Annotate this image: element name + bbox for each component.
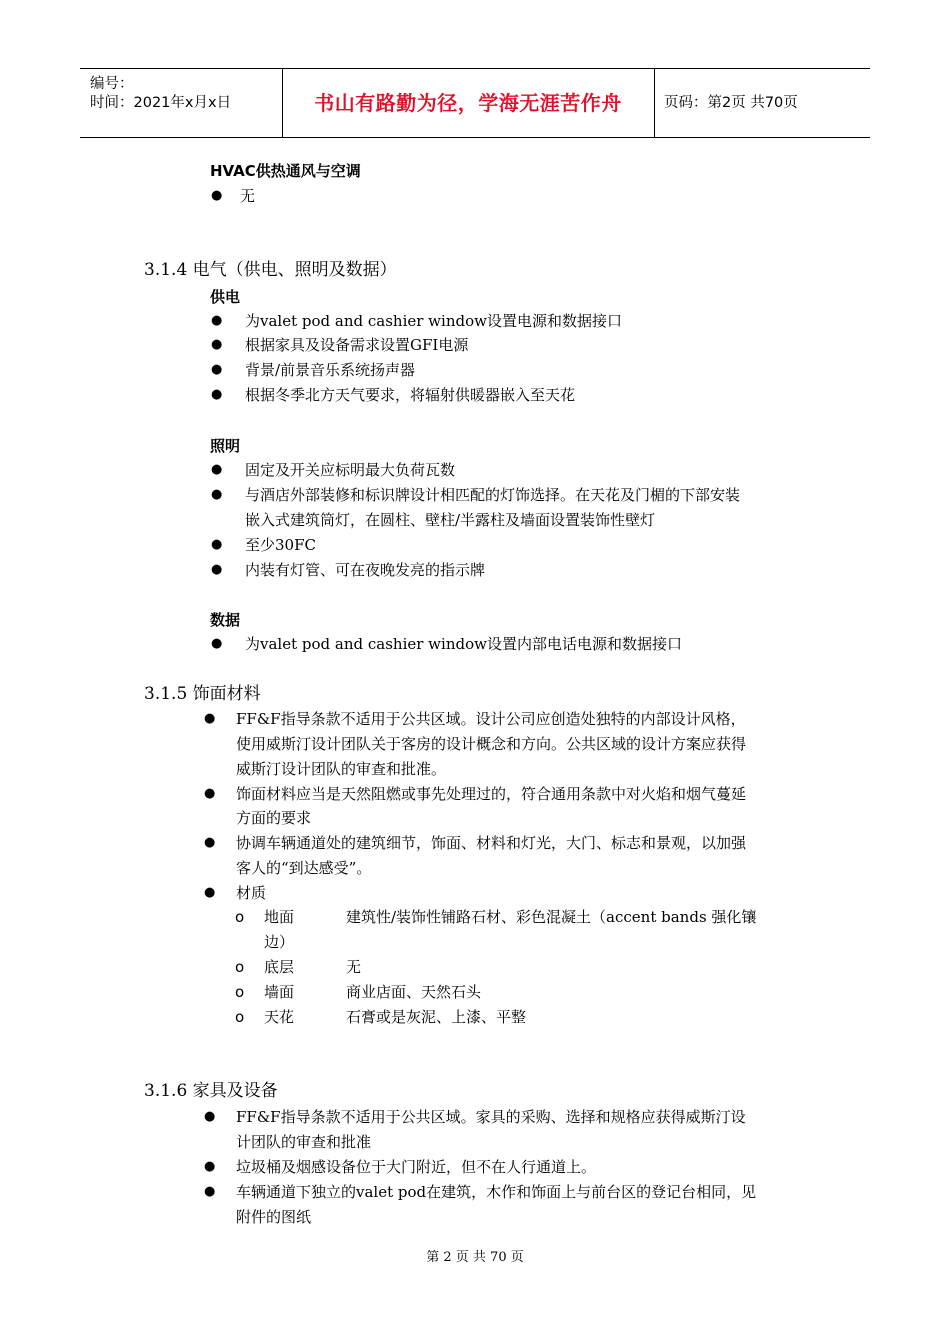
list-item: 根据家具及设备需求设置GFI电源: [245, 336, 469, 354]
date-label: 时间：2021年x月x日: [90, 95, 232, 111]
list-item: 至少30FC: [245, 536, 316, 554]
data-title: 数据: [210, 611, 241, 629]
list-item: 为valet pod and cashier window设置内部电话电源和数据接口: [245, 635, 682, 653]
paragraph-line: FF&F指导条款不适用于公共区域。设计公司应创造处独特的内部设计风格，: [236, 710, 746, 728]
number-label: 编号：: [90, 76, 134, 92]
section-heading-3-1-6: 3.1.6 家具及设备: [144, 1081, 278, 1101]
material-name: 底层: [264, 958, 295, 976]
bullet-icon: ●: [204, 1159, 216, 1174]
section-heading-3-1-5: 3.1.5 饰面材料: [144, 684, 261, 704]
paragraph-line: 协调车辆通道处的建筑细节，饰面、材料和灯光，大门、标志和景观，以加强: [236, 834, 747, 852]
bullet-icon: ●: [204, 835, 216, 850]
bullet-icon: ●: [204, 885, 216, 900]
material-name: 墙面: [264, 983, 295, 1001]
bullet-icon: ●: [211, 387, 223, 402]
section-heading-3-1-4: 3.1.4 电气（供电、照明及数据）: [144, 260, 397, 280]
paragraph-line: 饰面材料应当是天然阻燃或事先处理过的，符合通用条款中对火焰和烟气蔓延: [236, 785, 747, 803]
hvac-title: HVAC供热通风与空调: [210, 162, 361, 180]
bullet-icon: ●: [211, 337, 223, 352]
paragraph-line: 材质: [236, 884, 267, 902]
material-desc: 商业店面、天然石头: [346, 983, 482, 1001]
paragraph-line: 计团队的审查和批准: [236, 1133, 372, 1151]
bullet-icon: ●: [211, 313, 223, 328]
list-item: 与酒店外部装修和标识牌设计相匹配的灯饰选择。在天花及门楣的下部安装: [245, 486, 741, 504]
material-name: 地面: [264, 908, 295, 926]
material-name: 天花: [264, 1008, 295, 1026]
list-item: 固定及开关应标明最大负荷瓦数: [245, 461, 456, 479]
list-item-continuation: 嵌入式建筑筒灯，在圆柱、壁柱/半露柱及墙面设置装饰性壁灯: [245, 511, 656, 529]
list-item: 背景/前景音乐系统扬声器: [245, 361, 416, 379]
material-desc: 建筑性/装饰性铺路石材、彩色混凝土（accent bands 强化镶: [346, 908, 757, 926]
page-header: [80, 68, 870, 138]
circle-bullet-icon: o: [235, 1008, 245, 1026]
paragraph-line: FF&F指导条款不适用于公共区域。家具的采购、选择和规格应获得威斯汀设: [236, 1108, 746, 1126]
header-info-cell: [80, 69, 283, 137]
bullet-icon: ●: [204, 1184, 216, 1199]
bullet-icon: ●: [211, 487, 223, 502]
material-desc-continuation: 边）: [264, 933, 295, 951]
bullet-icon: ●: [211, 462, 223, 477]
bullet-icon: ●: [211, 562, 223, 577]
bullet-icon: ●: [211, 537, 223, 552]
bullet-icon: ●: [211, 636, 223, 651]
material-desc: 无: [346, 958, 362, 976]
bullet-icon: ●: [204, 1109, 216, 1124]
list-item: 内装有灯管、可在夜晚发亮的指示牌: [245, 561, 486, 579]
list-item: 根据冬季北方天气要求，将辐射供暖器嵌入至天花: [245, 386, 576, 404]
circle-bullet-icon: o: [235, 983, 245, 1001]
paragraph-line: 威斯汀设计团队的审查和批准。: [236, 760, 447, 778]
paragraph-line: 方面的要求: [236, 809, 312, 827]
bullet-icon: ●: [204, 711, 216, 726]
bullet-icon: ●: [204, 786, 216, 801]
paragraph-line: 垃圾桶及烟感设备位于大门附近，但不在人行通道上。: [236, 1158, 597, 1176]
list-item: 为valet pod and cashier window设置电源和数据接口: [245, 312, 622, 330]
bullet-icon: ●: [211, 362, 223, 377]
material-desc: 石膏或是灰泥、上漆、平整: [346, 1008, 527, 1026]
lighting-title: 照明: [210, 437, 241, 455]
paragraph-line: 客人的“到达感受”。: [236, 859, 372, 877]
paragraph-line: 车辆通道下独立的valet pod在建筑，木作和饰面上与前台区的登记台相同，见: [236, 1183, 757, 1201]
circle-bullet-icon: o: [235, 958, 245, 976]
paragraph-line: 附件的图纸: [236, 1208, 312, 1226]
hvac-item: 无: [240, 187, 256, 205]
header-motto: 书山有路勤为径，学海无涯苦作舟: [282, 69, 655, 137]
power-title: 供电: [210, 288, 241, 306]
page-footer: 第 2 页 共 70 页: [426, 1250, 524, 1265]
paragraph-line: 使用威斯汀设计团队关于客房的设计概念和方向。公共区域的设计方案应获得: [236, 735, 747, 753]
header-page-label: 页码：第2页 共70页: [664, 95, 798, 111]
bullet-icon: ●: [211, 188, 223, 203]
circle-bullet-icon: o: [235, 908, 245, 926]
